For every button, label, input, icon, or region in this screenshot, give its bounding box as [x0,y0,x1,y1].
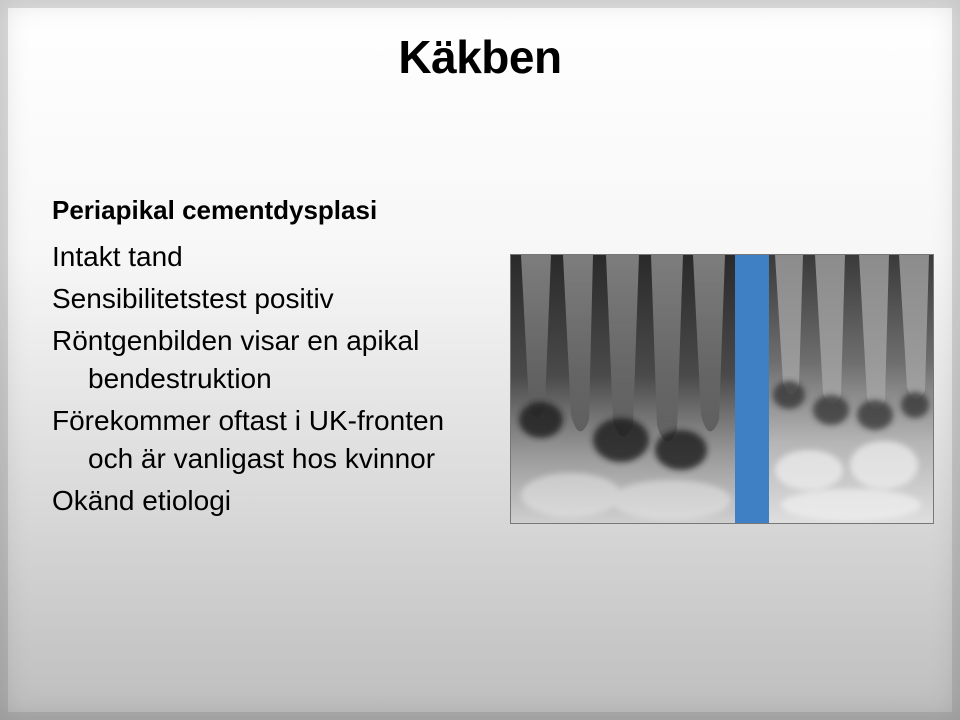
xray-image-group [510,254,934,524]
content-heading: Periapikal cementdysplasi [52,195,378,225]
slide-content [52,195,522,522]
bullet-line-1: Intakt tand [52,241,183,272]
dental-xray-left [511,255,735,523]
dental-xray-left-graphic [511,255,735,523]
bullet-line-4-continuation: och är vanligast hos kvinnor [88,443,436,474]
slide-title [0,30,960,84]
bullet-line-5: Okänd etiologi [52,485,232,516]
bullet-line-4: Förekommer oftast i UK-fronten [52,405,445,436]
dental-xray-right-graphic [769,255,933,523]
bullet-line-3-continuation: bendestruktion [88,363,272,394]
bullet-line-2: Sensibilitetstest positiv [52,283,334,314]
dental-xray-right [769,255,933,523]
bullet-line-3: Röntgenbilden visar en apikal [52,325,420,356]
slide-title-text: Käkben [398,31,562,83]
